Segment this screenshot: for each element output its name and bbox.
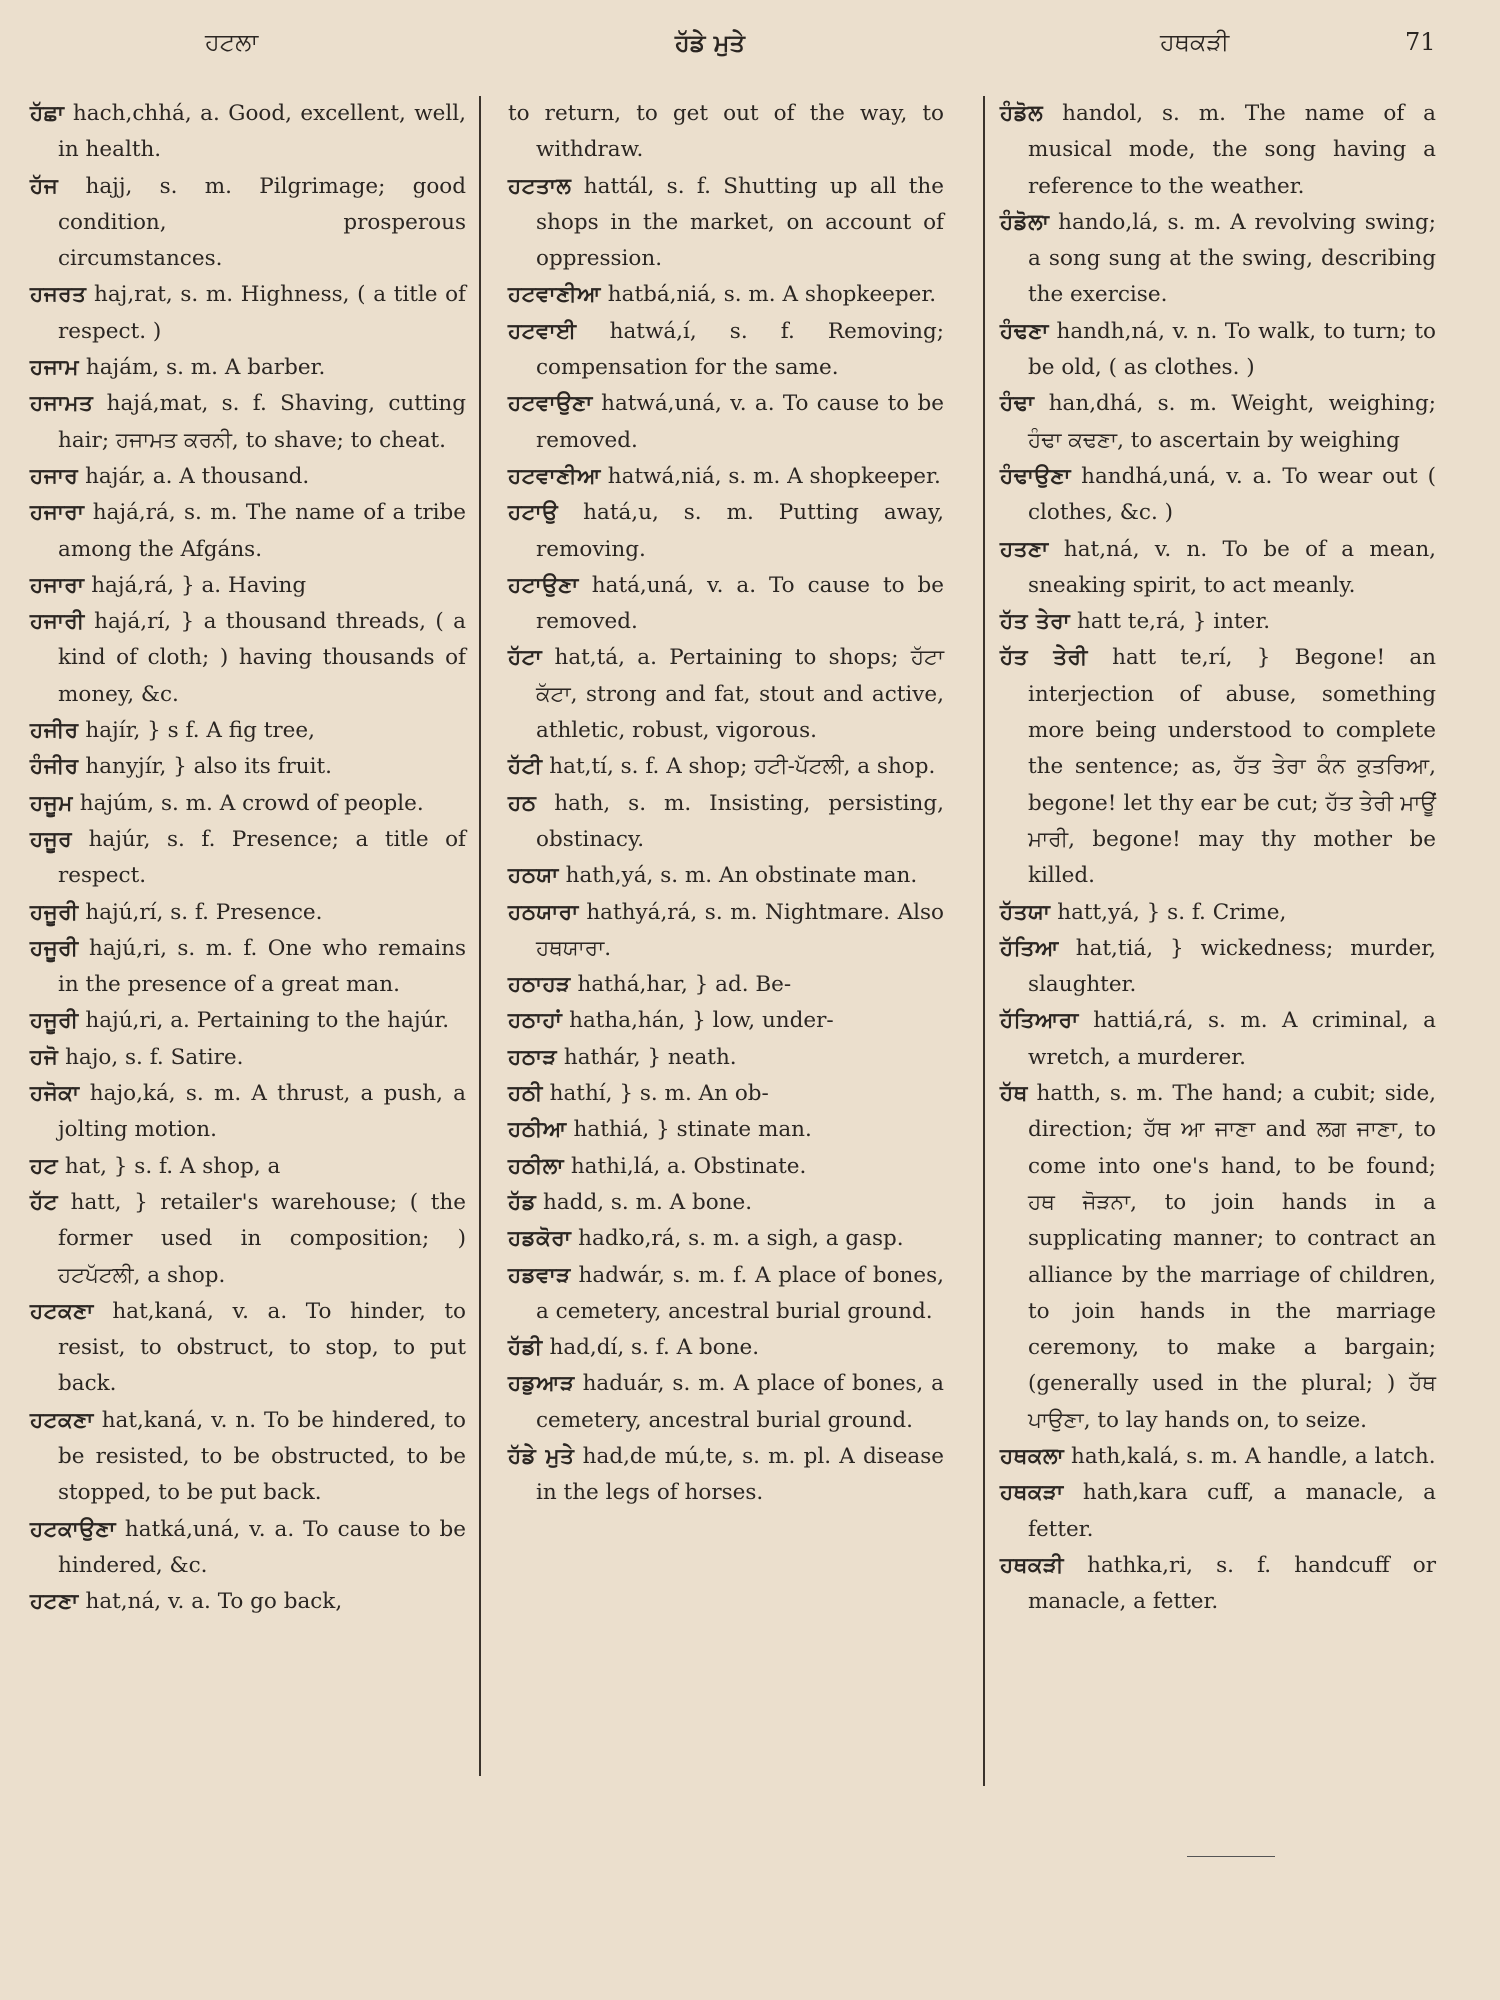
dictionary-entry	[1000, 895, 1436, 931]
dictionary-entry	[508, 1185, 944, 1221]
dictionary-entry	[508, 277, 944, 313]
entry-definition: hatbá,niá, s. m. A shopkeeper.	[600, 282, 937, 308]
entry-definition: hattiá,rá, s. m. A criminal, a wretch, a murderer.	[1028, 1008, 1436, 1070]
entry-headword: ਹਜੋਕਾ	[30, 1081, 80, 1107]
entry-headword: ਹਜਾਰਾ	[30, 572, 85, 598]
dictionary-entry	[508, 169, 944, 278]
dictionary-entry	[1000, 386, 1436, 459]
dictionary-entry	[508, 1366, 944, 1439]
entry-headword: ਹਜੂਰੀ	[30, 935, 79, 961]
page-header	[0, 22, 1500, 62]
entry-definition: hatha,hán, } low, under-	[562, 1008, 834, 1034]
dictionary-entry	[508, 1258, 944, 1331]
entry-headword: ਹੱਥ	[1000, 1081, 1028, 1107]
dictionary-entry	[30, 568, 466, 604]
entry-definition: hat,ná, v. n. To be of a mean, sneaking spirit, to act meanly.	[1028, 536, 1436, 598]
header-left-guideword: ਹਟਲਾ	[205, 28, 259, 56]
column-1	[30, 96, 466, 1620]
entry-definition: hajúm, s. m. A crowd of people.	[72, 790, 424, 816]
dictionary-entry	[30, 1040, 466, 1076]
entry-headword: ਹਟਵਾਣੀਆ	[508, 463, 601, 489]
entry-definition: hajír, } s f. A fig tree,	[78, 718, 315, 744]
entry-definition: hatká,uná, v. a. To cause to be hindered, &c.	[58, 1516, 466, 1578]
entry-headword: ਹਡਵਾੜ	[508, 1262, 571, 1288]
entry-definition: hatwá,í, s. f. Removing; compensation for the same.	[536, 318, 944, 381]
entry-headword: ਹੰਢਾਉਣਾ	[1000, 463, 1072, 489]
entry-definition: haduár, s. m. A place of bones, a cemetery, ancestral burial ground.	[536, 1371, 944, 1433]
entry-definition: hatth, s. m. The hand; a cubit; side, direction; ਹੱਥ ਆ ਜਾਣਾ and ਲਗ ਜਾਣਾ, to come into one's hand, to be found; ਹਥ ਜੋੜਨਾ, to join hands in a supplicating manner; to contract an alliance by the marriage of children, to join hands in the marriage ceremony, to make a bargain; (generally used in the plural; ) ਹੱਥ ਪਾਉਣਾ, to lay hands on, to seize.	[1027, 1081, 1436, 1433]
entry-definition: hatá,u, s. m. Putting away, removing.	[536, 500, 944, 562]
entry-definition: hat, } s. f. A shop, a	[57, 1153, 281, 1179]
dictionary-entry	[30, 749, 466, 785]
entry-headword: ਹਟਵਾਉਣਾ	[508, 391, 593, 417]
entry-headword: ਹੱਡੀ	[508, 1335, 543, 1361]
entry-definition: hathi,lá, a. Obstinate.	[563, 1153, 807, 1179]
dictionary-entry	[30, 604, 466, 713]
entry-headword: ਹਟਤਾਲ	[508, 173, 572, 199]
dictionary-entry	[30, 350, 466, 386]
entry-headword: ਹੰਢਾ	[1000, 391, 1035, 417]
entry-headword: ਹੱਟਾ	[508, 645, 543, 671]
entry-headword: ਹਜਾਰ	[30, 463, 79, 489]
dictionary-entry	[30, 895, 466, 931]
dictionary-entry	[508, 459, 944, 495]
entry-headword: ਹਟ	[30, 1153, 58, 1179]
entry-definition: had,de mú,te, s. m. pl. A disease in the legs of horses.	[536, 1443, 944, 1506]
entry-definition: hat,tá, a. Pertaining to shops; ਹੱਟਾ ਕੱਟਾ, strong and fat, stout and active, athletic, robust, vigorous.	[536, 645, 944, 744]
entry-definition: hatwá,uná, v. a. To cause to be removed.	[536, 391, 944, 453]
entry-definition: hath, s. m. Insisting, persisting, obstinacy.	[536, 790, 944, 852]
entry-definition: hatt, } retailer's warehouse; ( the former used in composition; ) ਹਟਪੱਟਲੀ, a shop.	[57, 1189, 466, 1288]
entry-definition: hath,kara cuff, a manacle, a fetter.	[1028, 1480, 1436, 1542]
dictionary-entry	[508, 1076, 944, 1112]
dictionary-entry	[30, 459, 466, 495]
dictionary-entry	[30, 495, 466, 568]
entry-headword: ਹਠਯਾਰਾ	[508, 899, 579, 925]
page-number: 71	[1405, 28, 1436, 56]
dictionary-entry	[1000, 604, 1436, 640]
column-2	[508, 96, 944, 1512]
entry-headword: ਹਥਕੜਾ	[1000, 1480, 1064, 1506]
entry-headword: ਹਡੁਆੜ	[508, 1371, 575, 1397]
entry-headword: ਹਠੀ	[508, 1081, 543, 1107]
entry-definition: hathiá, } stinate man.	[566, 1117, 812, 1143]
entry-definition: had,dí, s. f. A bone.	[542, 1335, 760, 1361]
dictionary-entry	[1000, 205, 1436, 314]
dictionary-entry	[508, 858, 944, 894]
entry-definition: hat,kaná, v. n. To be hindered, to be resisted, to be obstructed, to be stopped, to be put back.	[58, 1407, 466, 1506]
entry-definition: to return, to get out of the way, to withdraw.	[508, 101, 944, 163]
dictionary-entry	[508, 749, 944, 785]
dictionary-entry	[508, 1112, 944, 1148]
entry-definition: hat,tiá, } wickedness; murder, slaughter.	[1028, 935, 1436, 998]
entry-headword: ਹਜੂਰ	[30, 826, 73, 852]
dictionary-entry	[508, 1149, 944, 1185]
entry-definition: hathá,har, } ad. Be-	[570, 972, 792, 998]
entry-headword: ਹਠ	[508, 790, 537, 816]
header-right-guideword: ਹਥਕੜੀ	[1160, 28, 1230, 56]
header-center-guideword: ਹੱਡੇ ਮੁਤੇ	[675, 28, 745, 57]
entry-headword: ਹੱਛਾ	[30, 101, 65, 126]
dictionary-entry	[30, 1149, 466, 1185]
entry-definition: hatt,yá, } s. f. Crime,	[1050, 899, 1287, 925]
dictionary-entry	[1000, 314, 1436, 387]
entry-headword: ਹਠਾੜ	[508, 1044, 558, 1070]
entry-definition: hathka,ri, s. f. handcuff or manacle, a fetter.	[1028, 1552, 1436, 1615]
entry-headword: ਹੱਤਿਆ	[1000, 935, 1059, 961]
entry-definition: hatt te,rá, } inter.	[1070, 609, 1271, 635]
entry-headword: ਹਟਕਣਾ	[30, 1407, 94, 1433]
entry-definition: hat,ná, v. a. To go back,	[78, 1589, 343, 1615]
entry-headword: ਹਠੀਆ	[508, 1117, 567, 1143]
entry-headword: ਹਡਕੋਰਾ	[508, 1226, 572, 1252]
entry-definition: hathár, } neath.	[557, 1044, 737, 1070]
entry-definition: hajú,ri, a. Pertaining to the hajúr.	[78, 1008, 450, 1034]
dictionary-entry	[508, 1003, 944, 1039]
dictionary-entry	[508, 1221, 944, 1257]
dictionary-entry	[1000, 1003, 1436, 1076]
entry-definition: hajá,rá, s. m. The name of a tribe among the Afgáns.	[58, 500, 466, 562]
dictionary-entry	[30, 713, 466, 749]
dictionary-entry	[30, 386, 466, 459]
entry-definition: hajá,rí, } a thousand threads, ( a kind of cloth; ) having thousands of money, &c.	[58, 609, 466, 707]
entry-definition: handol, s. m. The name of a musical mode, the song having a reference to the weather.	[1028, 101, 1436, 199]
entry-headword: ਹਜਾਮਤ	[30, 391, 94, 417]
entry-headword: ਹਠੀਲਾ	[508, 1153, 564, 1179]
entry-headword: ਹੰਢਣਾ	[1000, 318, 1049, 344]
dictionary-entry	[1000, 1475, 1436, 1548]
entry-definition: hath,yá, s. m. An obstinate man.	[558, 863, 918, 889]
entry-headword: ਹਠਯਾ	[508, 863, 559, 889]
dictionary-entry	[508, 314, 944, 387]
dictionary-entry	[1000, 640, 1436, 894]
entry-headword: ਹਜੂਰੀ	[30, 1008, 79, 1034]
entry-definition: hanyjír, } also its fruit.	[78, 754, 333, 780]
dictionary-entry	[508, 568, 944, 641]
entry-definition: hach,chhá, a. Good, excellent, well, in health.	[58, 101, 466, 163]
dictionary-entry	[30, 96, 466, 169]
dictionary-entry	[508, 386, 944, 459]
entry-definition: hadwár, s. m. f. A place of bones, a cemetery, ancestral burial ground.	[536, 1262, 944, 1324]
dictionary-entry	[1000, 532, 1436, 605]
entry-definition: haj,rat, s. m. Highness, ( a title of respect. )	[58, 282, 466, 344]
entry-headword: ਹਟਾਉ	[508, 500, 559, 526]
entry-headword: ਹਤਣਾ	[1000, 536, 1049, 562]
dictionary-entry	[508, 1040, 944, 1076]
entry-definition: hath,kalá, s. m. A handle, a latch.	[1064, 1443, 1436, 1469]
entry-headword: ਹਜੂਰੀ	[30, 899, 79, 925]
dictionary-entry	[30, 1076, 466, 1149]
entry-definition: hando,lá, s. m. A revolving swing; a song sung at the swing, describing the exercise.	[1028, 209, 1436, 308]
entry-headword: ਹੰਜੀਰ	[30, 754, 79, 780]
entry-definition: hajo, s. f. Satire.	[58, 1044, 244, 1070]
entry-headword: ਹੱਟ	[30, 1189, 58, 1215]
dictionary-entry	[1000, 96, 1436, 205]
entry-headword: ਹੱਜ	[30, 173, 59, 199]
dictionary-entry	[30, 822, 466, 895]
dictionary-entry	[508, 786, 944, 859]
entry-headword: ਹੱਡ	[508, 1189, 537, 1215]
column-divider	[479, 96, 481, 1776]
dictionary-entry	[1000, 1076, 1436, 1439]
entry-definition: handhá,uná, v. a. To wear out ( clothes, &c. )	[1028, 463, 1436, 526]
entry-headword: ਹਜਾਰਾ	[30, 500, 85, 526]
entry-definition: hattál, s. f. Shutting up all the shops in the market, on account of oppression.	[536, 173, 944, 272]
dictionary-entry	[1000, 931, 1436, 1004]
entry-headword: ਹਜੋ	[30, 1044, 59, 1070]
entry-definition: han,dhá, s. m. Weight, weighing; ਹੰਢਾ ਕਢਣਾ, to ascertain by weighing	[1028, 391, 1436, 453]
column-divider	[983, 96, 985, 1786]
dictionary-entry	[30, 277, 466, 350]
entry-headword: ਹੱਤਿਆਰਾ	[1000, 1008, 1079, 1034]
entry-definition: hathí, } s. m. An ob-	[542, 1081, 769, 1107]
entry-definition: hajú,ri, s. m. f. One who remains in the presence of a great man.	[58, 935, 466, 998]
dictionary-entry	[30, 931, 466, 1004]
entry-headword: ਹਜਾਰੀ	[30, 609, 85, 635]
dictionary-entry	[30, 169, 466, 278]
entry-definition: hadd, s. m. A bone.	[536, 1189, 753, 1215]
dictionary-entry	[508, 1439, 944, 1512]
dictionary-entry	[30, 1294, 466, 1403]
dictionary-entry	[30, 1512, 466, 1585]
dictionary-entry	[508, 1330, 944, 1366]
entry-headword: ਹਟਾਉਣਾ	[508, 572, 579, 598]
dictionary-entry	[508, 967, 944, 1003]
entry-headword: ਹਜੀਰ	[30, 718, 79, 744]
dictionary-entry	[30, 1185, 466, 1294]
entry-definition: hatt te,rí, } Begone! an interjection of abuse, something more being understood to complete the sentence; as, ਹੱਤ ਤੇਰਾ ਕੰਨ ਕੁਤਰਿਆ, begone! let thy ear be cut; ਹੱਤ ਤੇਰੀ ਮਾਊਂ ਮਾਰੀ, begone! may thy mother be killed.	[1028, 645, 1437, 889]
entry-definition: handh,ná, v. n. To walk, to turn; to be old, ( as clothes. )	[1028, 318, 1436, 381]
dictionary-entry	[508, 96, 944, 169]
entry-headword: ਹੰਡੋਲਾ	[1000, 209, 1050, 235]
entry-definition: hajj, s. m. Pilgrimage; good condition, prosperous circumstances.	[58, 173, 466, 272]
entry-definition: hatwá,niá, s. m. A shopkeeper.	[600, 463, 941, 489]
entry-definition: hajúr, s. f. Presence; a title of respect.	[58, 826, 466, 889]
entry-headword: ਹਟਕਾਉਣਾ	[30, 1516, 116, 1542]
entry-headword: ਹੱਤ ਤੇਰਾ	[1000, 609, 1071, 635]
entry-definition: hajám, s. m. A barber.	[79, 355, 326, 381]
entry-headword: ਹਟਵਾਣੀਆ	[508, 282, 601, 308]
dictionary-entry	[1000, 459, 1436, 532]
entry-headword: ਹਠਾਹਾਂ	[508, 1008, 563, 1034]
entry-definition: hajá,mat, s. f. Shaving, cutting hair; ਹਜਾਮਤ ਕਰਨੀ, to shave; to cheat.	[58, 391, 466, 453]
dictionary-entry	[30, 1003, 466, 1039]
entry-headword: ਹੱਟੀ	[508, 754, 543, 780]
dictionary-entry	[1000, 1439, 1436, 1475]
entry-headword: ਹੱਤ ਤੇਰੀ	[1000, 645, 1088, 671]
entry-headword: ਹਟਵਾਈ	[508, 318, 577, 344]
entry-headword: ਹੱਡੇ ਮੁਤੇ	[508, 1443, 575, 1469]
dictionary-entry	[30, 1584, 466, 1620]
entry-definition: hatá,uná, v. a. To cause to be removed.	[536, 572, 944, 635]
dictionary-entry	[1000, 1548, 1436, 1621]
entry-definition: hathyá,rá, s. m. Nightmare. Also ਹਥਯਾਰਾ.	[536, 899, 944, 961]
dictionary-entry	[508, 895, 944, 968]
entry-definition: hajá,rá, } a. Having	[84, 572, 307, 598]
entry-headword: ਹਜੂਮ	[30, 790, 73, 816]
entry-headword: ਹਥਕਲਾ	[1000, 1443, 1065, 1469]
column-3	[1000, 96, 1436, 1620]
entry-headword: ਹਜਾਮ	[30, 355, 80, 381]
entry-headword: ਹੱਤਯਾ	[1000, 899, 1051, 925]
entry-headword: ਹਜਰਤ	[30, 282, 87, 308]
footer-rule	[1187, 1856, 1275, 1857]
entry-headword: ਹਟਕਣਾ	[30, 1298, 94, 1324]
dictionary-entry	[508, 495, 944, 568]
entry-definition: hat,kaná, v. a. To hinder, to resist, to obstruct, to stop, to put back.	[58, 1298, 466, 1397]
dictionary-entry	[30, 786, 466, 822]
dictionary-entry	[30, 1403, 466, 1512]
entry-definition: hadko,rá, s. m. a sigh, a gasp.	[571, 1226, 904, 1252]
entry-headword: ਹੰਡੋਲ	[1000, 101, 1044, 126]
entry-definition: hajú,rí, s. f. Presence.	[78, 899, 323, 925]
entry-definition: hat,tí, s. f. A shop; ਹਟੀ-ਪੱਟਲੀ, a shop.	[542, 754, 936, 780]
entry-headword: ਹਟਣਾ	[30, 1589, 79, 1615]
entry-definition: hajár, a. A thousand.	[78, 463, 310, 489]
entry-headword: ਹਥਕੜੀ	[1000, 1552, 1065, 1578]
dictionary-entry	[508, 640, 944, 749]
entry-headword: ਹਠਾਹੜ	[508, 972, 571, 998]
entry-definition: hajo,ká, s. m. A thrust, a push, a jolting motion.	[58, 1081, 466, 1143]
